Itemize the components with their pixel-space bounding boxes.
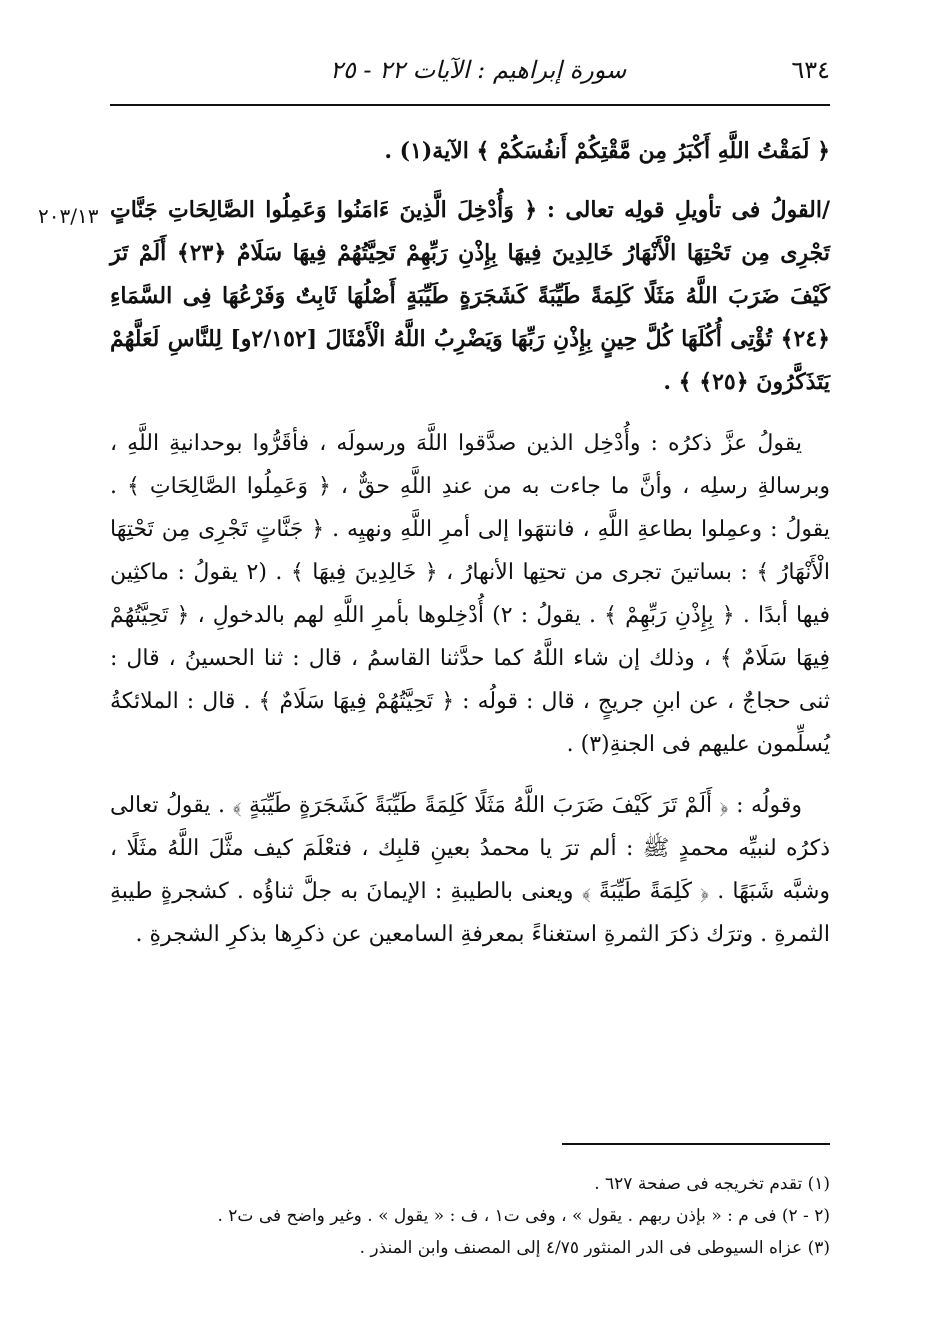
commentary-paragraph-1: يقولُ عزَّ ذكرُه : وأُدْخِل الذين صدَّقوا اللَّهَ ورسولَه ، فأقَرُّوا بوحدانيةِ اللَّهِ ، وبرسالةِ رسلِه ، وأنَّ ما جاءت به من عندِ اللَّهِ حقٌّ ، ﴿ وَعَمِلُوا الصَّالِحَاتِ ﴾ . يقولُ : وعمِلوا بطاعةِ اللَّهِ ، فانتهَوا إلى أمرِ اللَّهِ ونهيِه . ﴿ جَنَّاتٍ تَجْرِى مِن تَحْتِهَا الْأَنْهَارُ ﴾ : بساتينَ تجرى من تحتِها الأنهارُ ، ﴿ خَالِدِينَ فِيهَا ﴾ . (٢ يقولُ : ماكثِين فيها أبدًا . ﴿ بِإِذْنِ رَبِّهِمْ ﴾ . يقولُ : ٢) أُدْخِلوها بأمرِ اللَّهِ لهم بالدخولِ ، ﴿ تَحِيَّتُهُمْ فِيهَا سَلَامٌ ﴾ ، وذلك إن شاء اللَّهُ كما حدَّثنا القاسمُ ، قال : ثنا الحسينُ ، قال : ثنى حجاجٌ ، عن ابنِ جريجٍ ، قال : قولُه : ﴿ تَحِيَّتُهُمْ فِيهَا سَلَامٌ ﴾ . قال : الملائكةُ يُسلِّمون عليهم فى الجنةِ(٣) . (110, 431, 830, 757)
running-title: سورة إبراهيم : الآيات ٢٢ - ٢٥ (330, 56, 627, 84)
section-heading: /القولُ فى تأويلِ قولِه تعالى : (546, 197, 830, 223)
verses-text: ﴿ وَأُدْخِلَ الَّذِينَ ءَامَنُوا وَعَمِلُوا الصَّالِحَاتِ جَنَّاتٍ تَجْرِى مِن تَحْتِهَا الْأَنْهَارُ خَالِدِينَ فِيهَا بِإِذْنِ رَبِّهِمْ تَحِيَّتُهُمْ فِيهَا سَلَامٌ ﴿٢٣﴾ أَلَمْ تَرَ كَيْفَ ضَرَبَ اللَّهُ مَثَلًا كَلِمَةً طَيِّبَةً كَشَجَرَةٍ طَيِّبَةٍ أَصْلُهَا ثَابِتٌ وَفَرْعُهَا فِى السَّمَاءِ ﴿٢٤﴾ تُؤْتِى أُكُلَهَا كُلَّ حِينٍ بِإِذْنِ رَبِّهَا وَيَضْرِبُ اللَّهُ الْأَمْثَالَ [٢/١٥٢و] لِلنَّاسِ لَعَلَّهُمْ يَتَذَكَّرُونَ ﴿٢٥﴾ ﴾ . (110, 197, 831, 395)
footnote-3: (٣) عزاه السيوطى فى الدر المنثور ٤/٧٥ إلى المصنف وابن المنذر . (359, 1238, 830, 1258)
main-text (110, 130, 830, 956)
header-rule (110, 104, 830, 106)
page-number: ٦٣٤ (791, 56, 830, 84)
footnote-rule (562, 1143, 830, 1145)
footnote-1: (١) تقدم تخريجه فى صفحة ٦٢٧ . (594, 1174, 830, 1194)
opening-quote: ﴿ لَمَقْتُ اللَّهِ أَكْبَرُ مِن مَّقْتِكُمْ أَنفُسَكُمْ ﴾ الآية(١) . (384, 138, 830, 164)
footnotes (110, 1168, 830, 1264)
verse-block (110, 189, 830, 404)
page-header (110, 48, 830, 98)
paragraph-gap (110, 404, 830, 422)
margin-reference: ٢٠٣/١٣ (38, 204, 99, 228)
paragraph-gap (110, 766, 830, 784)
footnote-2: (٢ - ٢) فى م : « بإذن ربهم . يقول » ، وفى ت١ ، ف : « يقول » . وغير واضح فى ت٢ . (217, 1206, 830, 1226)
commentary-paragraph-2: وقولُه : ﴿ أَلَمْ تَرَ كَيْفَ ضَرَبَ اللَّهُ مَثَلًا كَلِمَةً طَيِّبَةً كَشَجَرَةٍ طَيِّبَةٍ ﴾ . يقولُ تعالى ذكرُه لنبيِّه محمدٍ ﷺ : ألم ترَ يا محمدُ بعينِ قلبِك ، فتعْلَمَ كيف مثَّلَ اللَّهُ مثَلًا ، وشبَّه شَبَهًا . ﴿ كَلِمَةً طَيِّبَةً ﴾ ويعنى بالطيبةِ : الإيمانَ به جلَّ ثناؤُه . كشجرةٍ طيبةِ الثمرةِ . وترَك ذكرَ الثمرةِ استغناءً بمعرفةِ السامعين عن ذكرِها بذكرِ الشجرةِ . (110, 793, 830, 947)
